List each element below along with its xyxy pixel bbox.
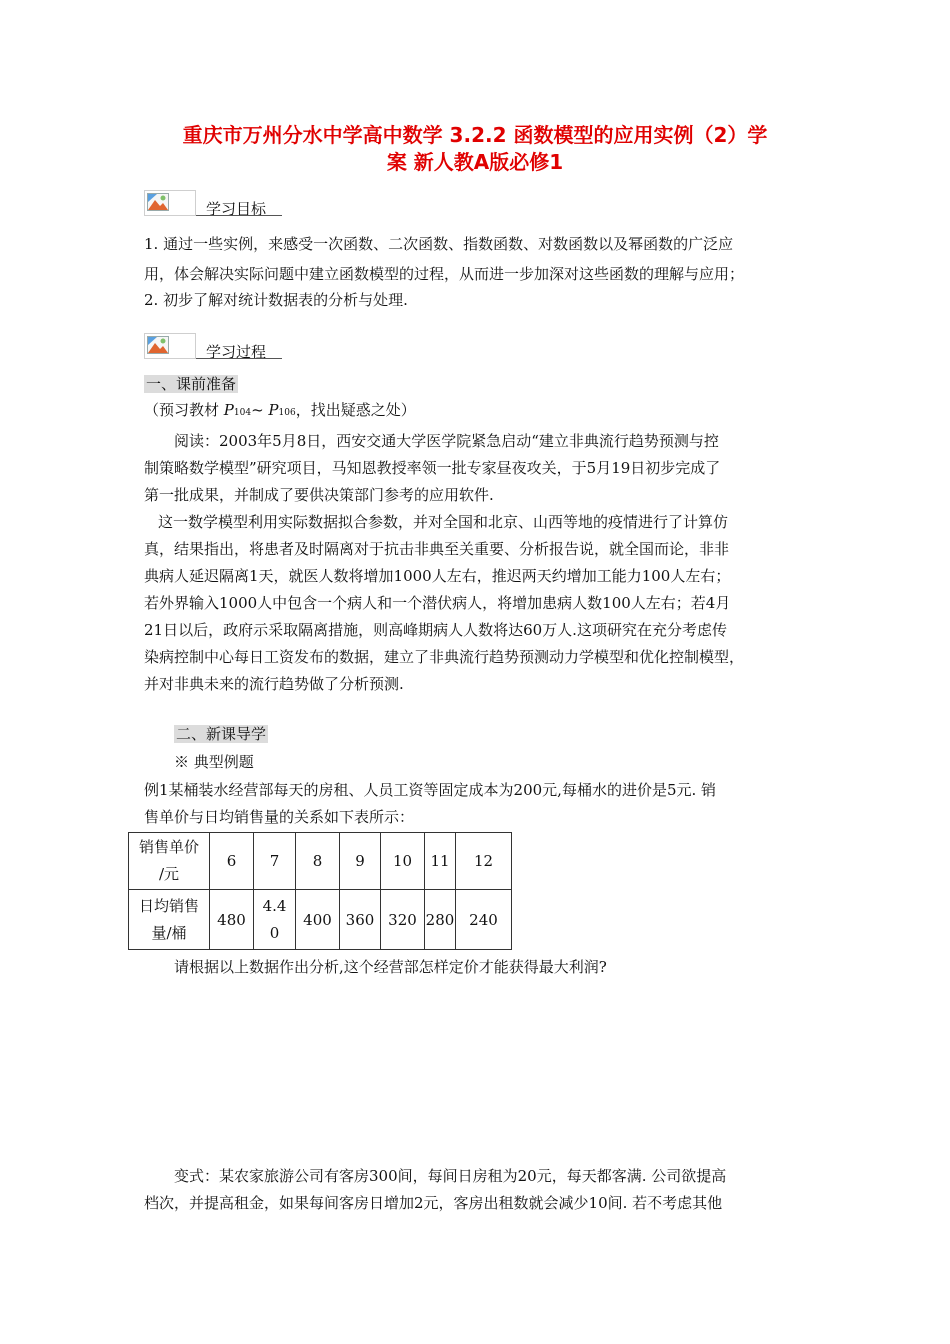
example-line-2: 售单价与日均销售量的关系如下表所示：	[144, 808, 415, 826]
reading-line-1: 阅读：2003年5月8日，西安交通大学医学院紧急启动“建立非典流行趋势预测与控	[174, 432, 719, 450]
page-ref-start: P104	[223, 401, 252, 419]
part2-heading	[174, 724, 268, 744]
table-cell: 4.4 0	[254, 890, 296, 950]
table-cell: 240	[456, 890, 512, 950]
goal-line-1: 1. 通过一些实例，来感受一次函数、二次函数、指数函数、对数函数以及幂函数的广泛应	[144, 235, 734, 253]
title-line-1: 重庆市万州分水中学高中数学 3.2.2 函数模型的应用实例（2）学	[182, 123, 768, 147]
title-line-2: 案 新人教A版必修1	[386, 150, 564, 174]
broken-image-icon	[144, 333, 196, 359]
table-cell: 7	[254, 833, 296, 890]
document-title	[120, 122, 830, 176]
preview-prefix: （预习教材	[144, 401, 224, 419]
table-cell: 360	[340, 890, 381, 950]
para2-line-4: 若外界输入1000人中包含一个病人和一个潜伏病人，将增加患病人数100人左右；若4月	[144, 594, 731, 612]
part1-heading-text: 一、课前准备	[146, 375, 237, 393]
para2-line-2: 真，结果指出，将患者及时隔离对于抗击非典至关重要、分析报告说，就全国而论，非非	[144, 540, 730, 558]
part1-heading	[144, 374, 238, 394]
section-process-header	[144, 333, 284, 363]
table-header-cell: 销售单价 /元	[129, 833, 210, 890]
table-cell: 320	[381, 890, 425, 950]
preview-suffix: ，找出疑惑之处）	[295, 401, 416, 419]
table-cell: 12	[456, 833, 512, 890]
table-cell: 280	[425, 890, 456, 950]
preview-line	[144, 400, 416, 423]
part2-heading-text: 二、新课导学	[176, 725, 267, 743]
goal-line-2: 用，体会解决实际问题中建立函数模型的过程，从而进一步加深对这些函数的理解与应用；	[144, 265, 745, 283]
preview-tilde: ~	[251, 401, 269, 419]
table-cell: 480	[210, 890, 254, 950]
broken-image-icon	[144, 190, 196, 216]
para2-line-1: 这一数学模型利用实际数据拟合参数，并对全国和北京、山西等地的疫情进行了计算仿	[158, 513, 729, 531]
para2-line-5: 21日以后，政府示采取隔离措施，则高峰期病人人数将达60万人.这项研究在充分考虑传	[144, 621, 727, 639]
section-process-label: 学习过程	[206, 343, 267, 361]
para2-line-3: 典病人延迟隔离1天，就医人数将增加1000人左右，推迟两天约增加工能力100人左右；	[144, 567, 731, 585]
table-cell: 9	[340, 833, 381, 890]
section-goals-header	[144, 190, 284, 220]
table-header-cell: 日均销售 量/桶	[129, 890, 210, 950]
page-ref-end: P106	[268, 401, 296, 419]
section-goals-label: 学习目标	[206, 200, 267, 218]
table-cell: 6	[210, 833, 254, 890]
reading-line-2: 制策略数学模型”研究项目，马知恩教授率领一批专家昼夜攻关，于5月19日初步完成了	[144, 459, 721, 477]
table-cell: 11	[425, 833, 456, 890]
part2-subheading: ※ 典型例题	[174, 753, 254, 771]
table-cell: 400	[296, 890, 340, 950]
price-sales-table	[128, 832, 512, 950]
para2-line-7: 并对非典未来的流行趋势做了分析预测.	[144, 675, 404, 693]
table-row	[129, 833, 512, 890]
section-underline	[196, 215, 282, 216]
section-underline	[196, 358, 282, 359]
goal-line-3: 2. 初步了解对统计数据表的分析与处理.	[144, 291, 408, 309]
para2-line-6: 染病控制中心每日工资发布的数据，建立了非典流行趋势预测动力学模型和优化控制模型，	[144, 648, 745, 666]
variant-line-2: 档次，并提高租金，如果每间客房日增加2元，客房出租数就会减少10间. 若不考虑其他	[144, 1194, 723, 1212]
example-line-1: 例1某桶装水经营部每天的房租、人员工资等固定成本为200元,每桶水的进价是5元. 销	[144, 781, 717, 799]
table-cell: 8	[296, 833, 340, 890]
table-row	[129, 890, 512, 950]
reading-line-3: 第一批成果，并制成了要供决策部门参考的应用软件.	[144, 486, 494, 504]
variant-line-1: 变式：某农家旅游公司有客房300间，每间日房租为20元，每天都客满. 公司欲提高	[174, 1167, 727, 1185]
table-cell: 10	[381, 833, 425, 890]
question-line: 请根据以上数据作出分析,这个经营部怎样定价才能获得最大利润?	[174, 958, 607, 976]
